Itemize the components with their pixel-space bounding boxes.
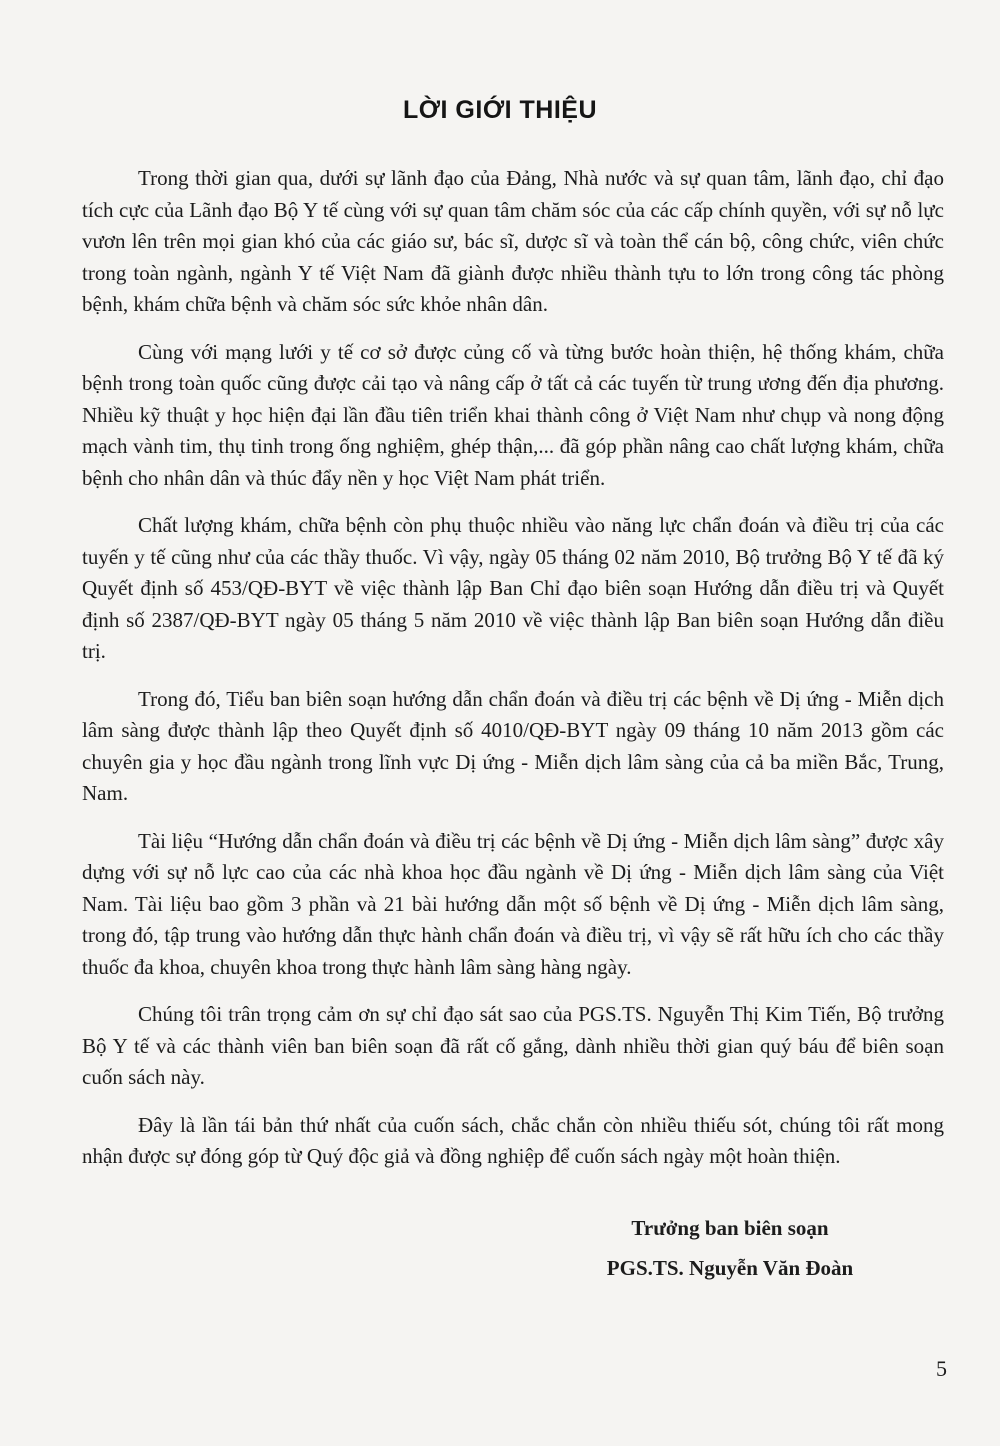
paragraph-3: Chất lượng khám, chữa bệnh còn phụ thuộc nhiều vào năng lực chẩn đoán và điều trị của các tuyến y tế cũng như của các thầy thuốc. Vì vậy, ngày 05 tháng 02 năm 2010, Bộ trưởng Bộ Y tế đã ký Quyết định số 453/QĐ-BYT về việc thành lập Ban Chỉ đạo biên soạn Hướng dẫn điều trị và Quyết định số 2387/QĐ-BYT ngày 05 tháng 5 năm 2010 về việc thành lập Ban biên soạn Hướng dẫn điều trị. [82,513,944,663]
paragraph-1: Trong thời gian qua, dưới sự lãnh đạo của Đảng, Nhà nước và sự quan tâm, lãnh đạo, chỉ đạo tích cực của Lãnh đạo Bộ Y tế cùng với sự quan tâm chăm sóc của các cấp chính quyền, với sự nỗ lực vươn lên trên mọi gian khó của các giáo sư, bác sĩ, dược sĩ và toàn thể cán bộ, công chức, viên chức trong toàn ngành, ngành Y tế Việt Nam đã giành được nhiều thành tựu to lớn trong công tác phòng bệnh, khám chữa bệnh và chăm sóc sức khỏe nhân dân. [82,166,944,316]
signature-block [560,1208,900,1288]
paragraph-6: Chúng tôi trân trọng cảm ơn sự chỉ đạo sát sao của PGS.TS. Nguyễn Thị Kim Tiến, Bộ trưởng Bộ Y tế và các thành viên ban biên soạn đã rất cố gắng, dành nhiều thời gian quý báu để biên soạn cuốn sách này. [82,1002,944,1089]
paragraph-4: Trong đó, Tiểu ban biên soạn hướng dẫn chẩn đoán và điều trị các bệnh về Dị ứng - Miễn dịch lâm sàng được thành lập theo Quyết định số 4010/QĐ-BYT ngày 09 tháng 10 năm 2013 gồm các chuyên gia y học đầu ngành trong lĩnh vực Dị ứng - Miễn dịch lâm sàng của cả ba miền Bắc, Trung, Nam. [82,686,944,805]
paragraph-7: Đây là lần tái bản thứ nhất của cuốn sách, chắc chắn còn nhiều thiếu sót, chúng tôi rất mong nhận được sự đóng góp từ Quý độc giả và đồng nghiệp để cuốn sách ngày một hoàn thiện. [82,1112,944,1168]
paragraph-5: Tài liệu “Hướng dẫn chẩn đoán và điều trị các bệnh về Dị ứng - Miễn dịch lâm sàng” được xây dựng với sự nỗ lực cao của các nhà khoa học đầu ngành về Dị ứng - Miễn dịch lâm sàng của Việt Nam. Tài liệu bao gồm 3 phần và 21 bài hướng dẫn một số bệnh về Dị ứng - Miễn dịch lâm sàng, trong đó, tập trung vào hướng dẫn thực hành chẩn đoán và điều trị, vì vậy sẽ rất hữu ích cho các thầy thuốc đa khoa, chuyên khoa trong thực hành lâm sàng hàng ngày. [82,828,944,979]
body-text [82,163,944,1189]
signature-name: PGS.TS. Nguyễn Văn Đoàn [606,1256,854,1280]
paragraph-2: Cùng với mạng lưới y tế cơ sở được củng cố và từng bước hoàn thiện, hệ thống khám, chữa bệnh trong toàn quốc cũng được cải tạo và nâng cấp ở tất cả các tuyến từ trung ương đến địa phương. Nhiều kỹ thuật y học hiện đại lần đầu tiên triển khai thành công ở Việt Nam như chụp và nong động mạch vành tim, thụ tinh trong ống nghiệm, ghép thận,... đã góp phần nâng cao chất lượng khám, chữa bệnh cho nhân dân và thúc đẩy nền y học Việt Nam phát triển. [82,339,944,490]
page-title: LỜI GIỚI THIỆU [402,96,598,124]
signature-role: Trưởng ban biên soạn [631,1216,829,1240]
page-number: 5 [936,1356,947,1381]
